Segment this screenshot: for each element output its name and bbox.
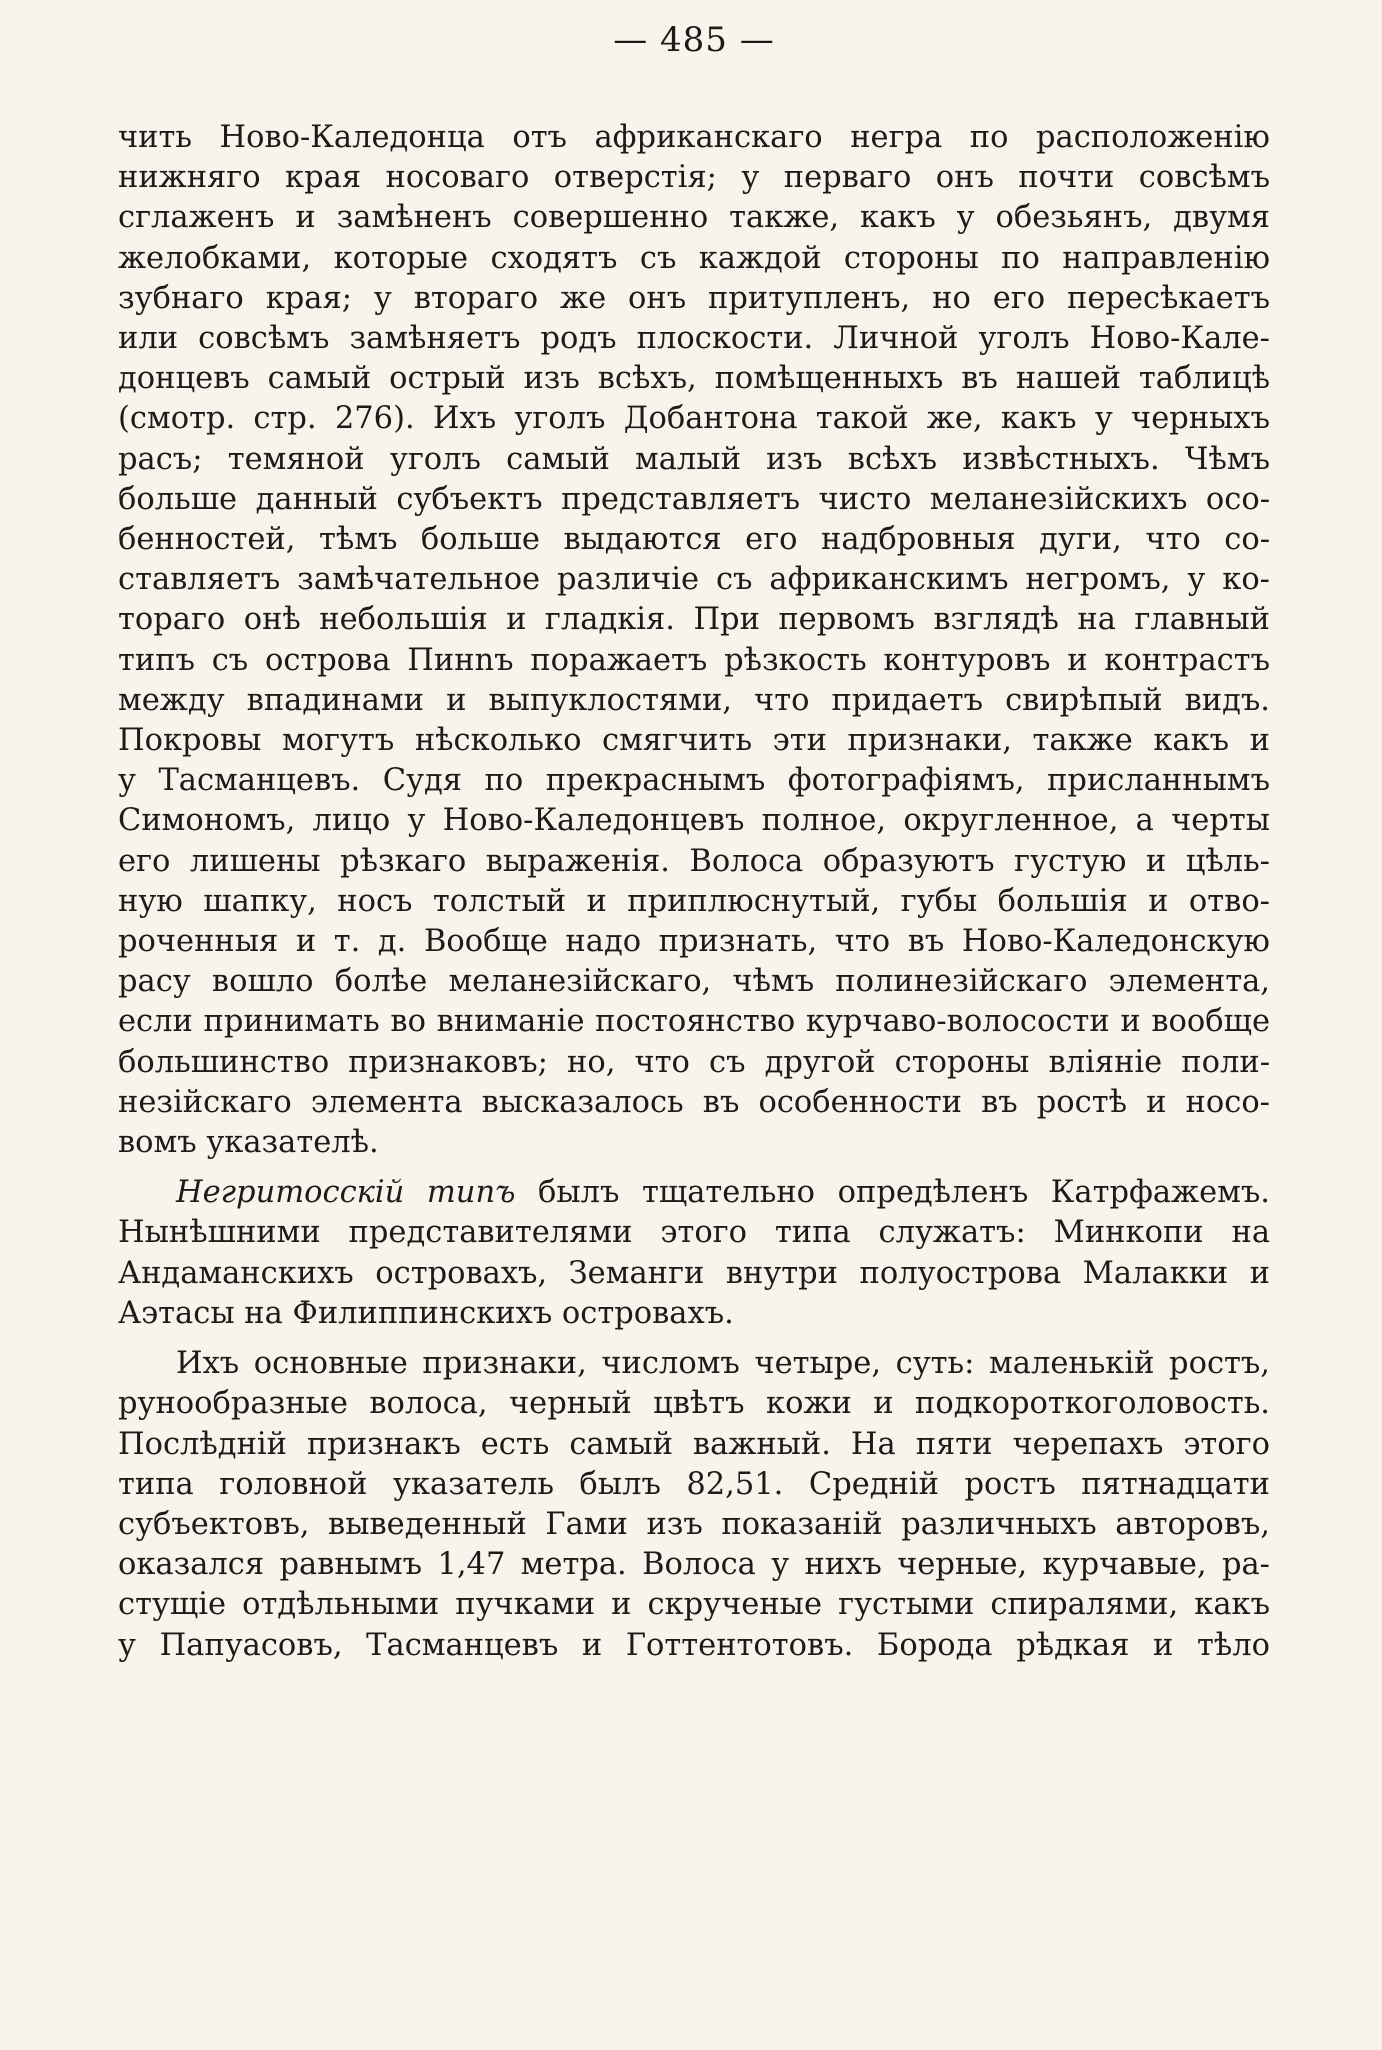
- paragraph-3: [118, 1344, 1270, 1666]
- text-line: Симономъ, лицо у Ново-Каледонцевъ полное, округленное, а черты: [118, 803, 1270, 839]
- text-line: бенностей, тѣмъ больше выдаются его надбровныя дуги, что со-: [118, 522, 1270, 558]
- text-line: желобками, которые сходятъ съ каждой стороны по направленію: [118, 240, 1270, 276]
- text-line: оказался равнымъ 1,47 метра. Волоса у нихъ черные, курчавые, ра-: [118, 1547, 1270, 1583]
- text-line: Аэтасы на Филиппинскихъ островахъ.: [118, 1295, 734, 1331]
- text-line: тораго онѣ небольшія и гладкія. При первомъ взглядѣ на главный: [118, 602, 1270, 638]
- text-line: донцевъ самый острый изъ всѣхъ, помѣщенныхъ въ нашей таблицѣ: [118, 361, 1270, 397]
- text-line: типа головной указатель былъ 82,51. Средній ростъ пятнадцати: [118, 1466, 1270, 1502]
- text-line: больше данный субъектъ представляетъ чисто меланезійскихъ осо-: [118, 481, 1270, 517]
- text-line: Ихъ основные признаки, числомъ четыре, суть: маленькій ростъ,: [176, 1346, 1270, 1382]
- text-line: типъ съ острова Пинnъ поражаетъ рѣзкость контуровъ и контрастъ: [118, 642, 1270, 678]
- text-line: ную шапку, носъ толстый и приплюснутый, губы большія и отво-: [118, 883, 1270, 919]
- text-line: большинство признаковъ; но, что съ другой стороны вліяніе поли-: [118, 1044, 1270, 1080]
- text-line: зубнаго края; у втораго же онъ притупленъ, но его пересѣкаетъ: [118, 280, 1270, 316]
- text-line: расу вошло болѣе меланезійскаго, чѣмъ полинезійскаго элемента,: [118, 964, 1270, 1000]
- text-line: роченныя и т. д. Вообще надо признать, что въ Ново-Каледонскую: [118, 924, 1270, 960]
- text-line: рунообразные волоса, черный цвѣтъ кожи и подкороткоголовость.: [118, 1386, 1270, 1422]
- text-line: Андаманскихъ островахъ, Земанги внутри полуострова Малакки и: [118, 1255, 1270, 1291]
- text-line: незійскаго элемента высказалось въ особенности въ ростѣ и носо-: [118, 1084, 1270, 1120]
- text-line: у Папуасовъ, Тасманцевъ и Готтентотовъ. Борода рѣдкая и тѣло: [118, 1627, 1270, 1663]
- text-run: былъ тщательно опредѣленъ Катрфажемъ.: [515, 1175, 1270, 1211]
- text-line: нижняго края носоваго отверстія; у перваго онъ почти совсѣмъ: [118, 160, 1270, 196]
- text-line: сглаженъ и замѣненъ совершенно также, какъ у обезьянъ, двумя: [118, 200, 1270, 236]
- text-line: ставляетъ замѣчательное различіе съ африканскимъ негромъ, у ко-: [118, 562, 1270, 598]
- text-line: вомъ указателѣ.: [118, 1125, 379, 1161]
- text-line: стущіе отдѣльными пучками и скрученые густыми спиралями, какъ: [118, 1587, 1270, 1623]
- text-line: субъектовъ, выведенный Гами изъ показаній различныхъ авторовъ,: [118, 1506, 1270, 1542]
- text-line: чить Ново-Каледонца отъ африканскаго негра по расположенію: [118, 120, 1270, 155]
- paragraph-2: [118, 1173, 1270, 1334]
- page-number: — 485 —: [613, 20, 775, 60]
- text-line: (смотр. стр. 276). Ихъ уголъ Добантона такой же, какъ у черныхъ: [118, 401, 1270, 437]
- italic-term: Негритосскій типъ: [176, 1175, 516, 1211]
- paragraph-gap: [118, 1163, 1270, 1173]
- text-line: [118, 1173, 1270, 1213]
- paragraph-gap: [118, 1334, 1270, 1344]
- text-line: его лишены рѣзкаго выраженія. Волоса образуютъ густую и цѣль-: [118, 843, 1270, 879]
- paragraph-1: [118, 118, 1270, 1163]
- text-line: Покровы могутъ нѣсколько смягчить эти признаки, также какъ и: [118, 723, 1270, 759]
- text-line: Нынѣшними представителями этого типа служатъ: Минкопи на: [118, 1215, 1270, 1251]
- text-line: между впадинами и выпуклостями, что придаетъ свирѣпый видъ.: [118, 682, 1270, 718]
- text-line: если принимать во вниманіе постоянство курчаво-волосости и вообще: [118, 1004, 1270, 1040]
- text-line: или совсѣмъ замѣняетъ родъ плоскости. Личной уголъ Ново-Кале-: [118, 321, 1270, 357]
- text-line: Послѣдній признакъ есть самый важный. На пяти черепахъ этого: [118, 1426, 1270, 1462]
- text-line: у Тасманцевъ. Судя по прекраснымъ фотографіямъ, присланнымъ: [118, 763, 1270, 799]
- text-line: расъ; темяной уголъ самый малый изъ всѣхъ извѣстныхъ. Чѣмъ: [118, 441, 1270, 477]
